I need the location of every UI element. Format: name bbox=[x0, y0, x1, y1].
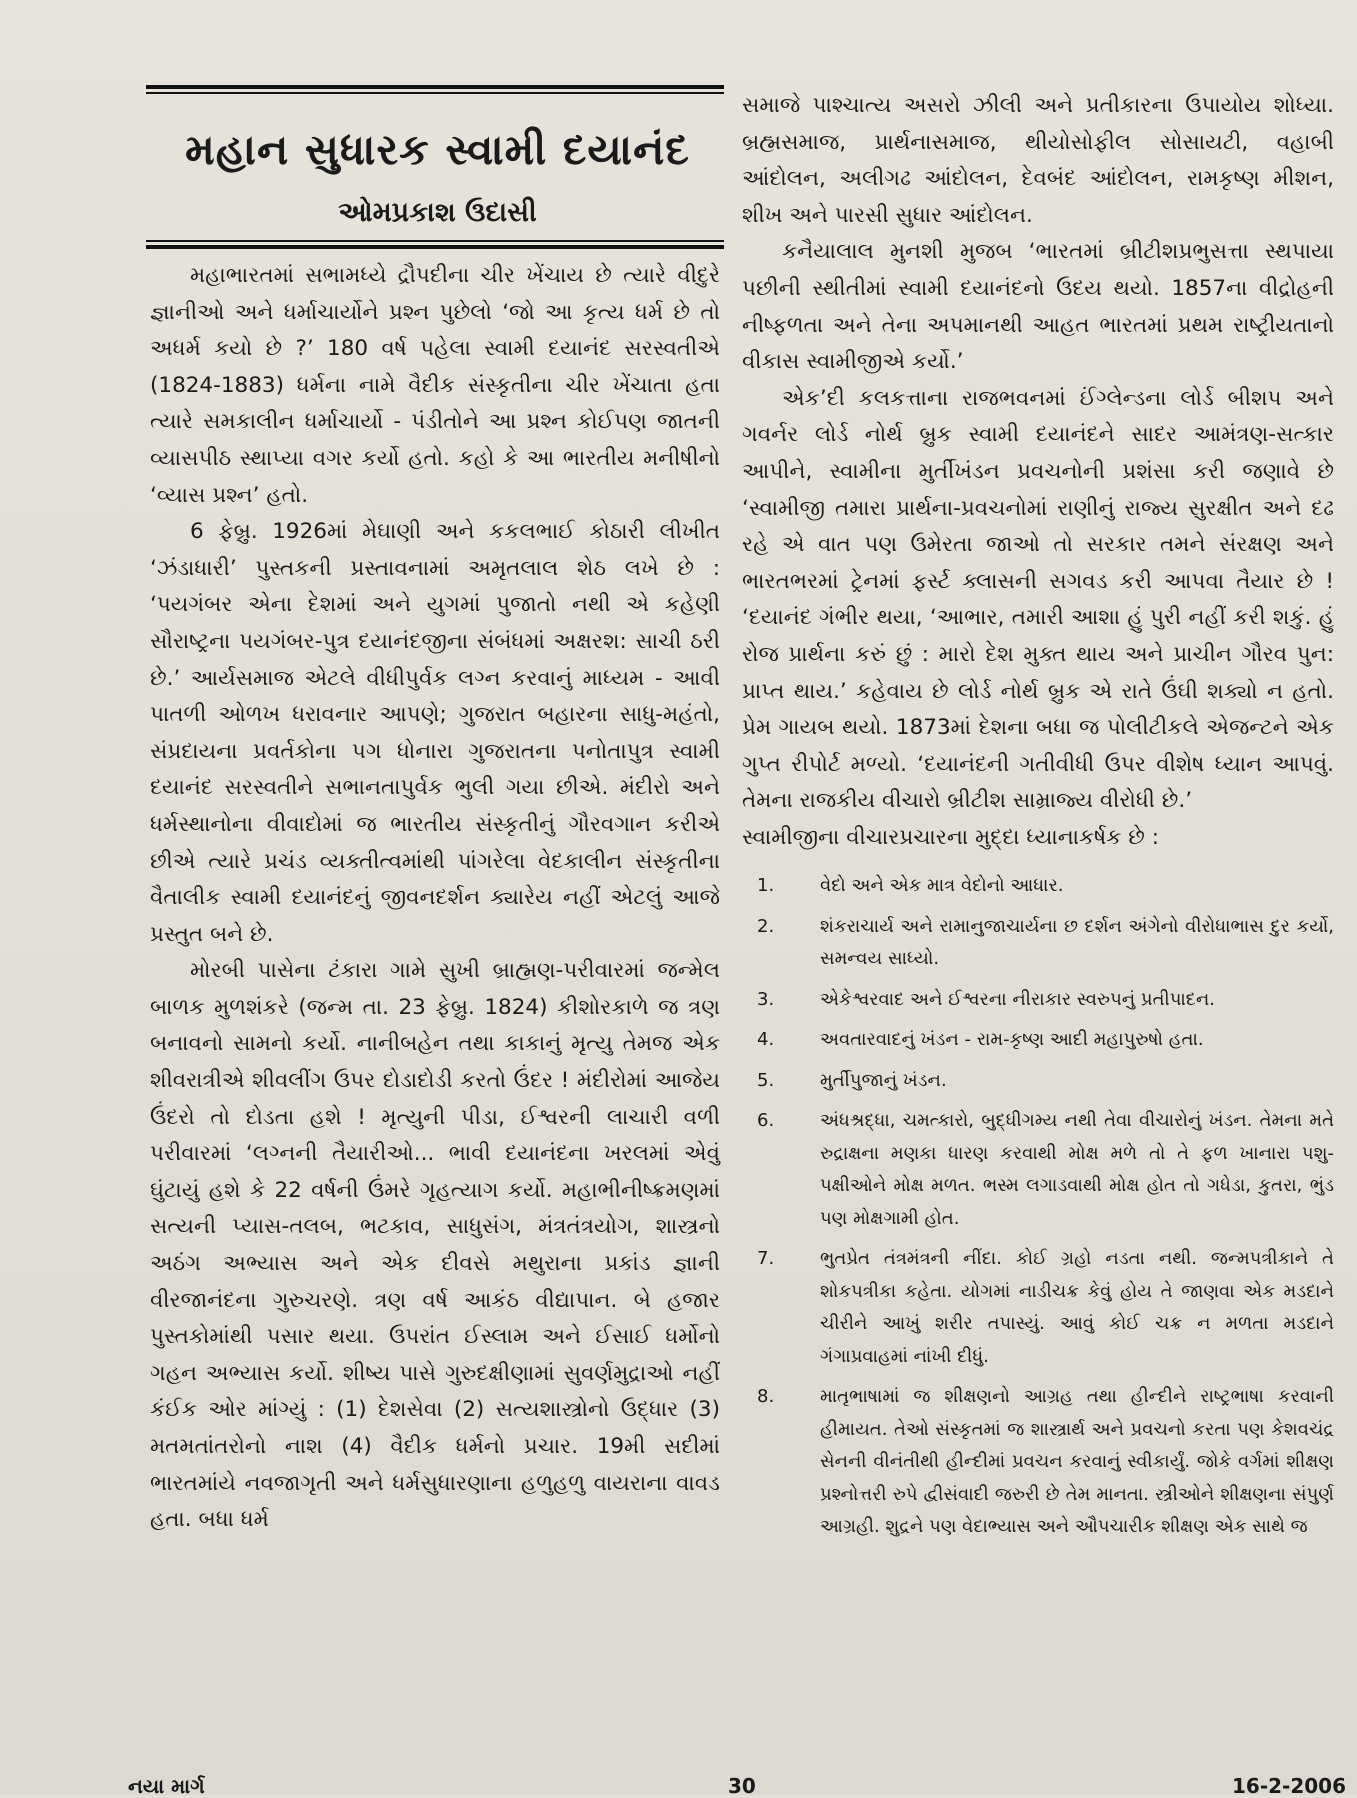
paragraph: મોરબી પાસેના ટંકારા ગામે સુખી બ્રાહ્મણ-પરીવારમાં જન્મેલ બાળક મુળશંકરે (જન્મ તા. 23 ફેબ્રુ. 1824) કીશોરકાળે જ ત્રણ બનાવનો સામનો કર્યો. નાનીબહેન તથા કાકાનું મૃત્યુ તેમજ એક શીવરાત્રીએ શીવલીંગ ઉપર દોડાદોડી કરતો ઉંદર ! મંદીરોમાં આજેય ઉંદરો તો દોડતા હશે ! મૃત્યુની પીડા, ઈશ્વરની લાચારી વળી પરીવારમાં ‘લગ્નની તૈયારીઓ... ભાવી દયાનંદના ખરલમાં એવું ઘુંટાયું હશે કે 22 વર્ષની ઉંમરે ગૃહત્યાગ કર્યો. મહાભીનીષ્ક્રમણમાં સત્યની પ્યાસ-તલબ, ભટકાવ, સાધુસંગ, મંત્રતંત્રયોગ, શાસ્ત્રનો અઠંગ અભ્યાસ અને એક દીવસે મથુરાના પ્રકાંડ જ્ઞાની વીરજાનંદના ગુરુચરણે. ત્રણ વર્ષ આકંઠ વીદ્યાપાન. બે હજાર પુસ્તકોમાંથી પસાર થયા. ઉપરાંત ઈસ્લામ અને ઈસાઈ ધર્મોનો ગહન અભ્યાસ કર્યો. શીષ્ય પાસે ગુરુદક્ષીણામાં સુવર્ણમુદ્રાઓ નહીં કંઈક ઓર માંગ્યું : (1) દેશસેવા (2) સત્યશાસ્ત્રોનો ઉદ્ધાર (3) મતમતાંતરોનો નાશ (4) વૈદીક ધર્મનો પ્રચાર. 19મી સદીમાં ભારતમાંયે નવજાગૃતી અને ધર્મસુધારણાના હળુહળુ વાયરાના વાવડ હતા. બધા ધર્મ bbox=[150, 958, 720, 1533]
footer-publication: નયા માર્ગ bbox=[128, 1774, 205, 1798]
list-text: એકેશ્વરવાદ અને ઈશ્વરના નીરાકાર સ્વરુપનું પ્રતીપાદન. bbox=[820, 988, 1215, 1010]
footer-page-number: 30 bbox=[728, 1774, 756, 1798]
left-column bbox=[150, 258, 720, 1539]
list-text: અવતારવાદનું ખંડન - રામ-કૃષ્ણ આદી મહાપુરુષો હતા. bbox=[820, 1029, 1204, 1051]
points-list bbox=[742, 870, 1334, 1544]
list-item bbox=[742, 911, 1334, 976]
list-item bbox=[742, 1243, 1334, 1373]
list-number: 7. bbox=[757, 1248, 775, 1270]
right-column bbox=[742, 88, 1334, 1552]
list-text: ભુતપ્રેત તંત્રમંત્રની નીંદા. કોઈ ગ્રહો નડતા નથી. જન્મપત્રીકાને તે શોકપત્રીકા કહેતા. યોગમાં નાડીચક્ર કેવું હોય તે જાણવા એક મડદાને ચીરીને આખું શરીર તપાસ્યું. આવું કોઈ ચક્ર ન મળતા મડદાને ગંગાપ્રવાહમાં નાંખી દીધું. bbox=[820, 1248, 1334, 1367]
title-bottom-rule-thin bbox=[146, 240, 724, 242]
article-author: ઓમપ્રકાશ ઉદાસી bbox=[338, 197, 537, 228]
title-top-rule-thin bbox=[146, 92, 724, 94]
list-item bbox=[742, 1065, 1334, 1098]
list-text: માતૃભાષામાં જ શીક્ષણનો આગ્રહ તથા હીન્દીને રાષ્ટ્રભાષા કરવાની હીમાયત. તેઓ સંસ્કૃતમાં જ શાસ્ત્રાર્થ અને પ્રવચનો કરતા પણ કેશવચંદ્ર સેનની વીનંતીથી હીન્દીમાં પ્રવચન કરવાનું સ્વીકાર્યું. જોકે વર્ગમાં શીક્ષણ પ્રશ્નોત્તરી રુપે દ્વીસંવાદી જરુરી છે તેમ માનતા. સ્ત્રીઓને શીક્ષણના સંપુર્ણ આગ્રહી. શુદ્રને પણ વેદાભ્યાસ અને ઔપચારીક શીક્ષણ એક સાથે જ bbox=[820, 1386, 1334, 1538]
list-text: શંકરાચાર્ય અને રામાનુજાચાર્યના છ દર્શન અંગેનો વીરોધાભાસ દુર કર્યો, સમન્વય સાધ્યો. bbox=[820, 915, 1334, 970]
title-bottom-rule bbox=[146, 245, 724, 249]
paragraph: મહાભારતમાં સભામધ્યે દ્રૌપદીના ચીર ખેંચાય છે ત્યારે વીદુરે જ્ઞાનીઓ અને ધર્માચાર્યોને પ્રશ્ન પુછેલો ‘જો આ કૃત્ય ધર્મ છે તો અધર્મ કયો છે ?’ 180 વર્ષ પહેલા સ્વામી દયાનંદ સરસ્વતીએ (1824-1883) ધર્મના નામે વૈદીક સંસ્કૃતીના ચીર ખેંચાતા હતા ત્યારે સમકાલીન ધર્માચાર્યો - પંડીતોને આ પ્રશ્ન કોઈપણ જાતની વ્યાસપીઠ સ્થાપ્યા વગર કર્યો હતો. કહો કે આ ભારતીય મનીષીનો ‘વ્યાસ પ્રશ્ન’ હતો. bbox=[150, 263, 720, 508]
list-item bbox=[742, 870, 1334, 903]
paragraph: એક’દી કલકત્તાના રાજભવનમાં ઈંગ્લેન્ડના લોર્ડ બીશપ અને ગવર્નર લોર્ડ નોર્થ બ્રુક સ્વામી દયાનંદને સાદર આમંત્રણ-સત્કાર આપીને, સ્વામીના મુર્તીખંડન પ્રવચનોની પ્રશંસા કરી જણાવે છે ‘સ્વામીજી તમારા પ્રાર્થના-પ્રવચનોમાં રાણીનું રાજ્ય સુરક્ષીત અને દઢ રહે એ વાત પણ ઉમેરતા જાઓ તો સરકાર તમને સંરક્ષણ અને ભારતભરમાં ટ્રેનમાં ફર્સ્ટ ક્લાસની સગવડ કરી આપવા તૈયાર છે ! ‘દયાનંદ ગંભીર થયા, ‘આભાર, તમારી આશા હું પુરી નહીં કરી શકું. હું રોજ પ્રાર્થના કરું છું : મારો દેશ મુક્ત થાય અને પ્રાચીન ગૌરવ પુન: પ્રાપ્ત થાય.’ કહેવાય છે લોર્ડ નોર્થ બ્રુક એ રાતે ઉંઘી શક્યો ન હતો. પ્રેમ ગાયબ થયો. 1873માં દેશના બધા જ પોલીટીકલે એજન્ટને એક ગુપ્ત રીપોર્ટ મળ્યો. ‘દયાનંદની ગતીવીધી ઉપર વીશેષ ધ્યાન આપવું. તેમના રાજકીય વીચારો બ્રીટીશ સામ્રાજ્ય વીરોધી છે.’ bbox=[742, 385, 1334, 814]
list-item bbox=[742, 1024, 1334, 1057]
list-item bbox=[742, 1381, 1334, 1544]
list-number: 6. bbox=[757, 1110, 775, 1132]
footer-date: 16-2-2006 bbox=[1232, 1774, 1347, 1798]
paragraph: 6 ફેબ્રુ. 1926માં મેઘાણી અને કકલભાઈ કોઠારી લીખીત ‘ઝંડાધારી’ પુસ્તકની પ્રસ્તાવનામાં અમૃતલાલ શેઠ લખે છે : ‘પયગંબર એના દેશમાં અને યુગમાં પુજાતો નથી એ કહેણી સૌરાષ્ટ્રના પયગંબર-પુત્ર દયાનંદજીના સંબંધમાં અક્ષરશ: સાચી ઠરી છે.’ આર્યસમાજ એટલે વીધીપુર્વક લગ્ન કરવાનું માધ્યમ - આવી પાતળી ઓળખ ધરાવનાર આપણે; ગુજરાત બહારના સાધુ-મહંતો, સંપ્રદાયના પ્રવર્તકોના પગ ધોનારા ગુજરાતના પનોતાપુત્ર સ્વામી દયાનંદ સરસ્વતીને સભાનતાપુર્વક ભુલી ગયા છીએ. મંદીરો અને ધર્મસ્થાનોના વીવાદોમાં જ ભારતીય સંસ્કૃતીનું ગૌરવગાન કરીએ છીએ ત્યારે પ્રચંડ વ્યક્તીત્વમાંથી પાંગરેલા વેદકાલીન સંસ્કૃતીના વૈતાલીક સ્વામી દયાનંદનું જીવનદર્શન ક્યારેય નહીં એટલું આજે પ્રસ્તુત બને છે. bbox=[150, 519, 720, 947]
list-text: અંધશ્રદ્ધા, ચમત્કારો, બુદ્ધીગમ્ય નથી તેવા વીચારોનું ખંડન. તેમના મતે રુદ્રાક્ષના મણકા ધારણ કરવાથી મોક્ષ મળે તો તે ફળ ખાનારા પશુ-પક્ષીઓને મોક્ષ મળત. ભસ્મ લગાડવાથી મોક્ષ હોત તો ગધેડા, કુતરા, ભુંડ પણ મોક્ષગામી હોત. bbox=[820, 1110, 1334, 1229]
paragraph: કનૈયાલાલ મુનશી મુજબ ‘ભારતમાં બ્રીટીશપ્રભુસત્તા સ્થપાયા પછીની સ્થીતીમાં સ્વામી દયાનંદનો ઉદય થયો. 1857ના વીદ્રોહની નીષ્ફળતા અને તેના અપમાનથી આહત ભારતમાં પ્રથમ રાષ્ટ્રીયતાનો વીકાસ સ્વામીજીએ કર્યો.’ bbox=[742, 239, 1334, 375]
list-number: 2. bbox=[757, 915, 775, 937]
list-number: 3. bbox=[757, 988, 775, 1010]
list-number: 4. bbox=[757, 1029, 775, 1051]
list-number: 8. bbox=[757, 1386, 775, 1408]
list-number: 5. bbox=[757, 1069, 775, 1091]
list-text: વેદો અને એક માત્ર વેદોનો આધાર. bbox=[820, 875, 1064, 897]
paragraph: સમાજે પાશ્ચાત્ય અસરો ઝીલી અને પ્રતીકારના ઉપાયોય શોધ્યા. બ્રહ્મસમાજ, પ્રાર્થનાસમાજ, થીયોસોફીલ સોસાયટી, વહાબી આંદોલન, અલીગઢ આંદોલન, દેવબંદ આંદોલન, રામકૃષ્ણ મીશન, શીખ અને પારસી સુધાર આંદોલન. bbox=[742, 93, 1334, 228]
title-top-rule bbox=[146, 85, 724, 89]
list-text: મુર્તીપુજાનું ખંડન. bbox=[820, 1069, 947, 1091]
list-item bbox=[742, 984, 1334, 1017]
list-number: 1. bbox=[757, 875, 775, 897]
list-item bbox=[742, 1105, 1334, 1235]
paragraph: સ્વામીજીના વીચારપ્રચારના મુદ્દા ધ્યાનાકર્ષક છે : bbox=[742, 824, 1159, 850]
article-title: મહાન સુધારક સ્વામી દયાનંદ bbox=[185, 125, 690, 174]
